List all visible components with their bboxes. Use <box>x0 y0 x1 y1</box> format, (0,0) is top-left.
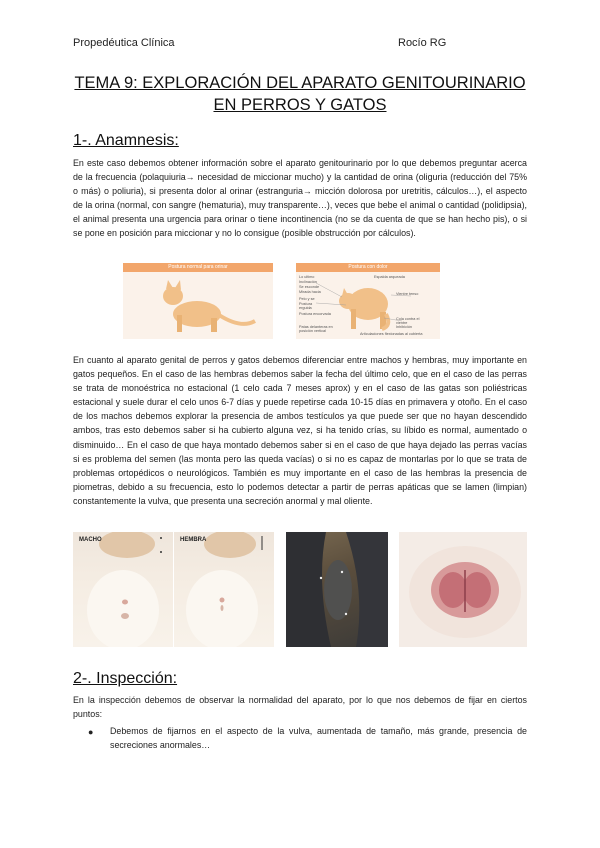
figure-pain-posture <box>296 263 440 339</box>
section-heading-anamnesis: 1-. Anamnesis: <box>73 132 179 149</box>
vulva-illustration <box>399 532 527 647</box>
kitten-illustration <box>73 532 173 647</box>
bullet-icon: ● <box>88 727 94 737</box>
cat-normal-illustration <box>123 263 273 339</box>
figure-label: Vientre tenso <box>396 292 419 296</box>
figure-label: Mirada hacia <box>299 290 321 294</box>
kitten-illustration <box>174 532 274 647</box>
photo-female-kitten <box>174 532 274 647</box>
dog-illustration <box>286 532 388 647</box>
anamnesis-paragraph-1: En este caso debemos obtener información sobre el aparato genitourinario por lo que debemos preguntar acerca de la frecuencia (polaquiuria→ necesidad de miccionar mucho) y la cantidad de orina (oliguria (reducción del 75% o más) o poliuria), si presenta dolor al orinar (estranguria→ micción dolorosa por uretritis, cálculos…), el aspecto de la orina (normal, con sangre (hematuria), muy transparente…), veces que bebe el animal o cantidad (polidipsia), el animal presenta una urgencia para orinar o tiene incontinencia (no se da cuenta de que se han hecho pis), o si se pone en posición para miccionar y no lo consigue (posible obstrucción por cálculos). <box>73 158 527 239</box>
figure-label: Patas delanteras en <box>299 325 333 329</box>
inspeccion-paragraph: En la inspección debemos de observar la normalidad del aparato, por lo que nos debemos de fijar en ciertos puntos: <box>73 695 527 720</box>
photo-dog-genital-area <box>286 532 388 647</box>
anamnesis-paragraph-2: En cuanto al aparato genital de perros y gatos debemos diferenciar entre machos y hembras, muy importante en gatos pequeños. En el caso de las hembras debemos saber la fecha del último celo, que en el caso de las perras se trata de monoéstrica no estacional (1 celo cada 7 meses aprox) y en el caso de las gatas son poliéstricas estacional y suele durar el celo unos 6-7 días y puede repetirse cada 10-15 días en primavera y otoño. En el caso de los machos debemos explorar la presencia de ambos testículos ya que puede ser que no hayan descendido ambos, tras esto debemos saber si ha cubierto alguna vez, si ha tenido crías, su líbido es normal, aumentado o disminuido… En el caso de que haya montado debemos saber si en el caso de que haya dejado las perras vacías si es problema del semen (las monta pero las queda vacías) o si no es capaz de montarlas por lo que se trata de problemas ortopédicos o neurológicos. También es muy importante en el caso de las hembras la presencia de piometras, debido a su frecuencia, esto lo podemos detectar a partir de perras apáticas que se lamen (limpian) constantemente la vulva, que presenta una secreción anormal y mal oliente. <box>73 355 527 506</box>
section-heading-inspeccion: 2-. Inspección: <box>73 670 178 687</box>
figure-label: Se esconde <box>299 285 320 289</box>
figure-label: posición vertical <box>299 329 327 333</box>
figure-label: Inclinación <box>299 280 317 284</box>
photo-vulva-closeup <box>399 532 527 647</box>
inspeccion-bullet-1: Debemos de fijarnos en el aspecto de la vulva, aumentada de tamaño, más grande, presencia de secreciones anormales… <box>110 726 527 751</box>
figure-label: Pelo y se <box>299 297 315 301</box>
figure-label: Cola contra el <box>396 317 420 321</box>
figure-label: Inhibición <box>396 325 413 329</box>
figure-label: Espalda arqueada <box>374 275 405 279</box>
photo-label-male: MACHO <box>79 537 102 543</box>
page-title <box>60 72 540 116</box>
photo-male-kitten <box>73 532 173 647</box>
header-author: Rocío RG <box>398 37 447 49</box>
title-line-1: TEMA 9: EXPLORACIÓN DEL APARATO GENITOURINARIO <box>74 74 526 92</box>
figure-label: vientre <box>396 321 408 325</box>
figure-caption: Postura normal para orinar <box>123 263 273 272</box>
figure-label: Postura <box>299 302 313 306</box>
figure-label: erguida <box>299 306 312 310</box>
figure-label: Postura encorvada <box>299 312 331 316</box>
figure-caption: Postura con dolor <box>296 263 440 272</box>
figure-normal-posture <box>123 263 273 339</box>
header-subject: Propedéutica Clínica <box>73 37 175 49</box>
title-line-2: EN PERROS Y GATOS <box>213 96 387 114</box>
figure-label: Articulaciones flexionadas al cubierta <box>360 332 423 336</box>
photo-label-female: HEMBRA <box>180 537 207 543</box>
figure-label: Lo ultimo <box>299 275 315 279</box>
